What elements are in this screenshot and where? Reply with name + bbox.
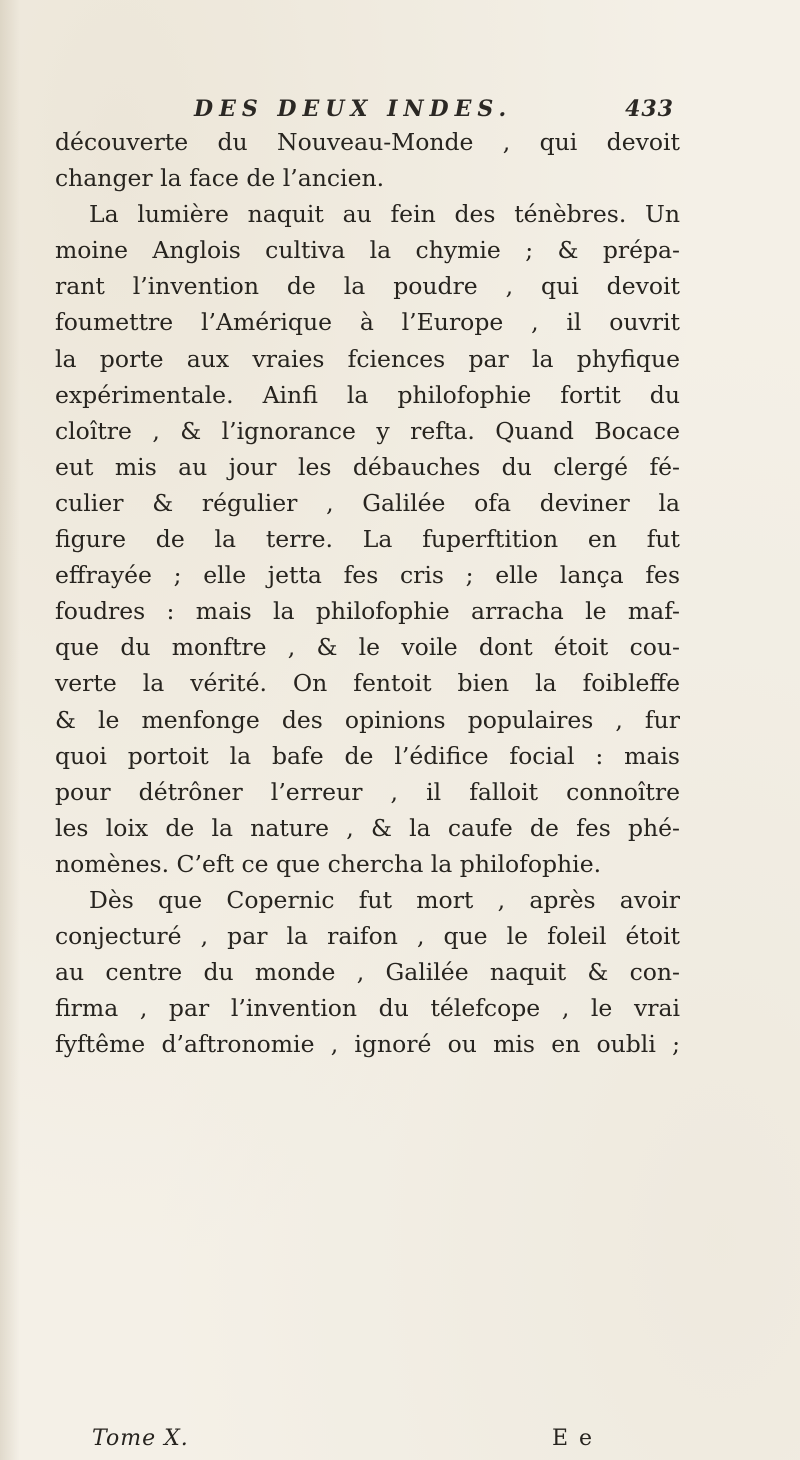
text-line: expérimentale. Ainfi la philofophie fortit du (55, 380, 680, 409)
text-line: nomènes. C’eft ce que chercha la philofophie. (55, 849, 602, 878)
signature-line (92, 1426, 652, 1458)
page-number: 433 (625, 96, 674, 122)
text-line: les loix de la nature , & la caufe de fes phé- (55, 813, 680, 842)
page-edge-shadow (0, 0, 20, 1460)
text-line: au centre du monde , Galilée naquit & con- (55, 958, 680, 987)
text-line: eut mis au jour les débauches du clergé fé- (55, 452, 680, 481)
text-line: découverte du Nouveau-Monde , qui devoit (55, 128, 680, 156)
text-line: La lumière naquit au fein des ténèbres. Un (89, 200, 680, 229)
text-line: Dès que Copernic fut mort , après avoir (89, 885, 680, 914)
signature-mark: E e (552, 1426, 595, 1451)
text-line: que du monftre , & le voile dont étoit cou- (55, 633, 680, 662)
text-line: rant l’invention de la poudre , qui devoit (55, 272, 680, 301)
text-line: & le menfonge des opinions populaires , fur (55, 705, 680, 734)
text-line: effrayée ; elle jetta fes cris ; elle lança fes (55, 561, 680, 590)
volume-label: Tome X. (92, 1426, 189, 1451)
text-line: figure de la terre. La fuperftition en fut (55, 525, 680, 554)
text-line: foudres : mais la philofophie arracha le maf- (55, 597, 680, 626)
text-line: moine Anglois cultiva la chymie ; & prépa- (55, 236, 680, 265)
text-line: pour détrôner l’erreur , il falloit connoître (55, 777, 680, 806)
body-text (55, 124, 680, 1062)
text-line: la porte aux vraies fciences par la phyfique (55, 344, 680, 373)
text-line: firma , par l’invention du télefcope , le vrai (55, 994, 680, 1023)
text-line: foumettre l’Amérique à l’Europe , il ouvrit (55, 308, 680, 337)
running-title: DES DEUX INDES. (194, 96, 513, 122)
text-line: fyftême d’aftronomie , ignoré ou mis en oubli ; (55, 1030, 680, 1059)
text-line: changer la face de l’ancien. (55, 164, 385, 193)
text-line: conjecturé , par la raifon , que le foleil étoit (55, 922, 680, 951)
text-line: cloître , & l’ignorance y refta. Quand Bocace (55, 416, 680, 445)
text-line: quoi portoit la bafe de l’édifice focial : mais (55, 741, 680, 770)
text-line: verte la vérité. On fentoit bien la foibleffe (55, 669, 680, 698)
text-line: culier & régulier , Galilée ofa deviner la (55, 488, 680, 517)
